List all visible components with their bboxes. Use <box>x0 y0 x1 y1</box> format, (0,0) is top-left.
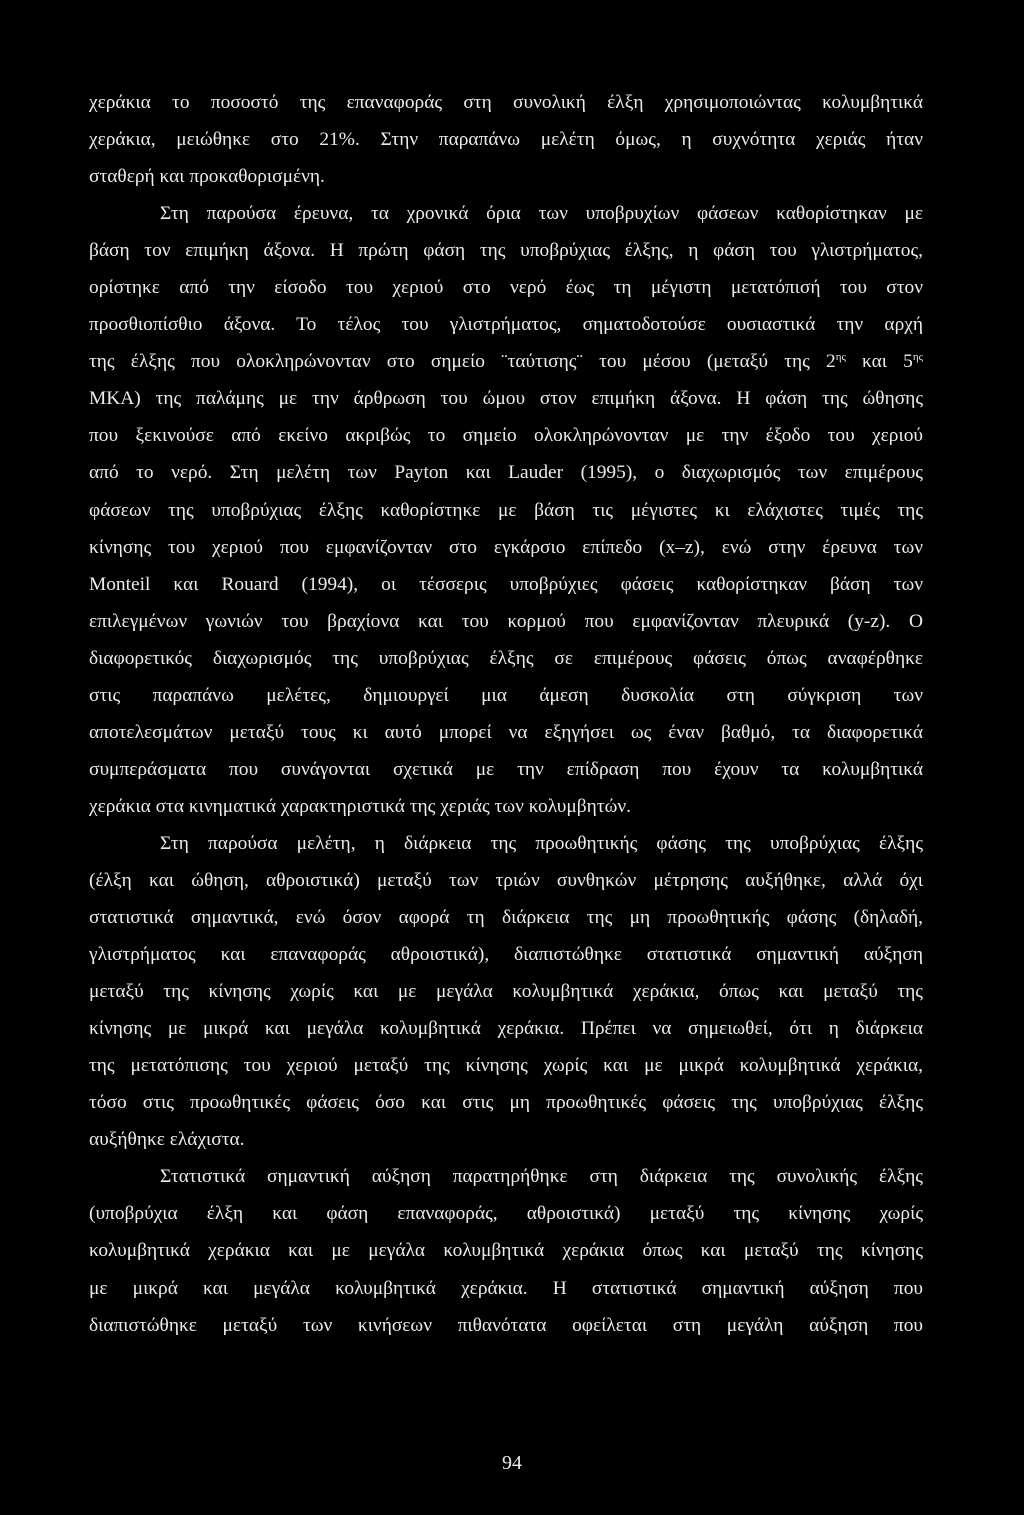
text-line: συμπεράσματα που συνάγονται σχετικά με την επίδραση που έχουν τα κολυμβητικά <box>89 758 923 780</box>
text-line: Στη παρούσα μελέτη, η διάρκεια της προωθητικής φάσης της υποβρύχιας έλξης <box>160 832 923 854</box>
text-line: μεταξύ της κίνησης χωρίς και με μεγάλα κολυμβητικά χεράκια, όπως και μεταξύ της <box>89 981 923 1003</box>
text-line: γλιστρήματος και επαναφοράς αθροιστικά), διαπιστώθηκε στατιστικά σημαντική αύξηση <box>89 944 923 966</box>
text-line: Monteil και Rouard (1994), οι τέσσερις υποβρύχιες φάσεις καθορίστηκαν βάση των <box>89 573 923 595</box>
text-line: (έλξη και ώθηση, αθροιστικά) μεταξύ των τριών συνθηκών μέτρησης αυξήθηκε, αλλά όχι <box>89 869 923 891</box>
text-line: διαφορετικός διαχωρισμός της υποβρύχιας έλξης σε επιμέρους φάσεις όπως αναφέρθηκε <box>89 647 923 669</box>
text-segment: και 5 <box>845 351 913 373</box>
text-line: χεράκια το ποσοστό της επαναφοράς στη συνολική έλξη χρησιμοποιώντας κολυμβητικά <box>89 92 923 113</box>
text-line: τόσο στις προωθητικές φάσεις όσο και στις μη προωθητικές φάσεις της υποβρύχιας έλξης <box>89 1092 923 1114</box>
superscript-ordinal: ης <box>835 351 846 364</box>
text-line: ΜΚΑ) της παλάμης με την άρθρωση του ώμου στον επιμήκη άξονα. Η φάση της ώθησης <box>89 388 923 410</box>
text-line: χεράκια στα κινηματικά χαρακτηριστικά της χεριάς των κολυμβητών. <box>89 795 631 817</box>
text-line: από το νερό. Στη μελέτη των Payton και Lauder (1995), ο διαχωρισμός των επιμέρους <box>89 462 923 484</box>
text-line: επιλεγμένων γωνιών του βραχίονα και του κορμού που εμφανίζονταν πλευρικά (y-z). Ο <box>89 610 923 632</box>
text-line: διαπιστώθηκε μεταξύ των κινήσεων πιθανότατα οφείλεται στη μεγάλη αύξηση που <box>89 1314 923 1336</box>
body-text <box>89 84 923 1344</box>
text-line: σταθερή και προκαθορισμένη. <box>89 166 325 188</box>
text-line: φάσεων της υποβρύχιας έλξης καθορίστηκε με βάση τις μέγιστες κι ελάχιστες τιμές της <box>89 499 923 521</box>
text-line: βάση τον επιμήκη άξονα. Η πρώτη φάση της υποβρύχιας έλξης, η φάση του γλιστρήματος, <box>89 240 923 262</box>
text-line: στατιστικά σημαντικά, ενώ όσον αφορά τη διάρκεια της μη προωθητικής φάσης (δηλαδή, <box>89 907 923 929</box>
text-line: κίνησης με μικρά και μεγάλα κολυμβητικά χεράκια. Πρέπει να σημειωθεί, ότι η διάρκεια <box>89 1018 923 1040</box>
text-line: κολυμβητικά χεράκια και με μεγάλα κολυμβητικά χεράκια όπως και μεταξύ της κίνησης <box>89 1240 923 1262</box>
text-line: κίνησης του χεριού που εμφανίζονταν στο εγκάρσιο επίπεδο (x–z), ενώ στην έρευνα των <box>89 536 923 558</box>
text-line: αυξήθηκε ελάχιστα. <box>89 1129 245 1151</box>
text-line: Στη παρούσα έρευνα, τα χρονικά όρια των υποβρυχίων φάσεων καθορίστηκαν με <box>160 203 923 225</box>
text-line: ορίστηκε από την είσοδο του χεριού στο νερό έως τη μέγιστη μετατόπισή του στον <box>89 277 923 299</box>
text-line <box>89 343 923 380</box>
text-line: προσθιοπίσθιο άξονα. Το τέλος του γλιστρήματος, σηματοδοτούσε ουσιαστικά την αρχή <box>89 314 923 336</box>
text-segment: της έλξης που ολοκληρώνονταν στο σημείο ¨ταύτισης¨ του μέσου (μεταξύ της 2 <box>89 351 836 373</box>
text-line: με μικρά και μεγάλα κολυμβητικά χεράκια. Η στατιστικά σημαντική αύξηση που <box>89 1277 923 1299</box>
text-line: χεράκια, μειώθηκε στο 21%. Στην παραπάνω μελέτη όμως, η συχνότητα χεριάς ήταν <box>89 129 923 151</box>
page-number: 94 <box>502 1452 522 1474</box>
superscript-ordinal: ης <box>912 351 923 364</box>
text-line: στις παραπάνω μελέτες, δημιουργεί μια άμεση δυσκολία στη σύγκριση των <box>89 684 923 706</box>
text-line: που ξεκινούσε από εκείνο ακριβώς το σημείο ολοκληρώνονταν με την έξοδο του χεριού <box>89 425 923 447</box>
text-line: αποτελεσμάτων μεταξύ τους κι αυτό μπορεί να εξηγήσει ως έναν βαθμό, τα διαφορετικά <box>89 721 923 743</box>
text-line: της μετατόπισης του χεριού μεταξύ της κίνησης χωρίς και με μικρά κολυμβητικά χεράκια, <box>89 1055 923 1077</box>
text-line: Στατιστικά σημαντική αύξηση παρατηρήθηκε στη διάρκεια της συνολικής έλξης <box>160 1166 923 1188</box>
text-line: (υποβρύχια έλξη και φάση επαναφοράς, αθροιστικά) μεταξύ της κίνησης χωρίς <box>89 1203 923 1225</box>
